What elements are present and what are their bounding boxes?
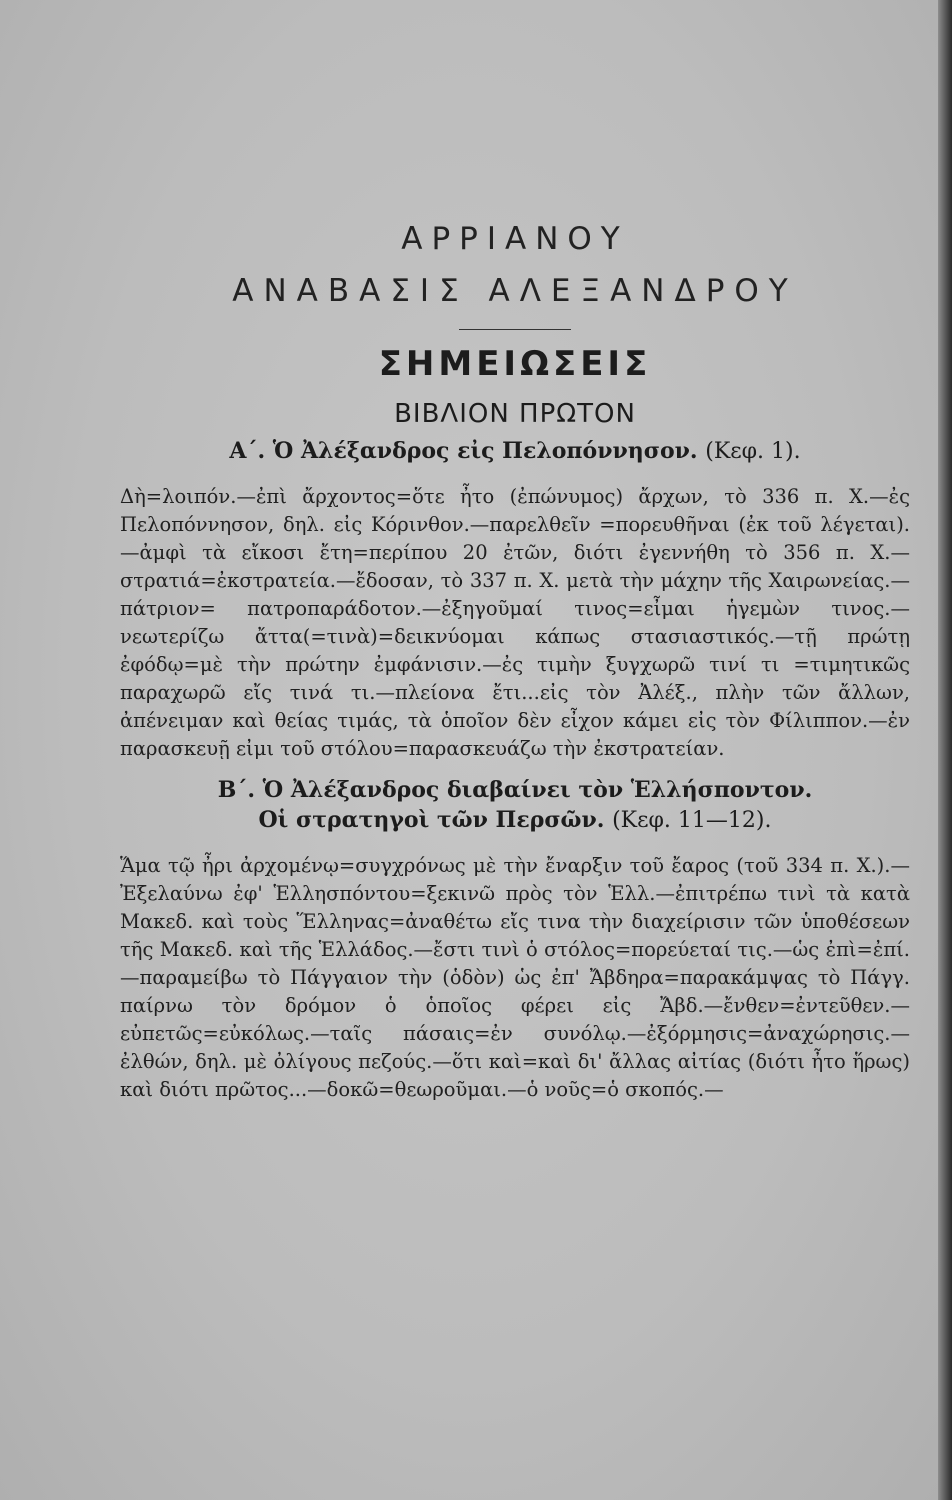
section-b-heading — [120, 775, 910, 836]
section-b-title: Β΄. Ὁ Ἀλέξανδρος διαβαίνει τὸν Ἑλλήσποντον. — [217, 777, 813, 803]
notes-heading: ΣΗΜΕΙΩΣΕΙΣ — [378, 344, 652, 384]
section-b-text: Ἅμα τῷ ἦρι ἀρχομένῳ=συγχρόνως μὲ τὴν ἔναρξιν τοῦ ἔαρος (τοῦ 334 π. Χ.).—Ἐξελαύνω ἐφ' Ἑλλησπόντου=ξεκινῶ πρὸς τὸν Ἑλλ.—ἐπιτρέπω τινὶ τὰ κατὰ Μακεδ. καὶ τοὺς Ἕλληνας=ἀναθέτω εἴς τινα τὴν διαχείρισιν τῶν ὑποθέσεων τῆς Μακεδ. καὶ τῆς Ἑλλάδος.—ἔστι τινὶ ὁ στόλος=πορεύεταί τις.—ὡς ἐπὶ=ἐπί.—παραμείβω τὸ Πάγγαιον τὴν (ὁδὸν) ὡς ἐπ' Ἄβδηρα=παρακάμψας τὸ Πάγγ. παίρνω τὸν δρόμον ὁ ὁποῖος φέρει εἰς Ἄβδ.—ἔνθεν=ἐντεῦθεν.—εὐπετῶς=εὐκόλως.—ταῖς πάσαις=ἐν συνόλῳ.—ἐξόρμησις=ἀναχώρησις.—ἐλθών, δηλ. μὲ ὀλίγους πεζούς.—ὅτι καὶ=καὶ δι' ἄλλας αἰτίας (διότι ἦτο ἥρως) καὶ διότι πρῶτος...—δοκῶ=θεωροῦμαι.—ὁ νοῦς=ὁ σκοπός.— — [120, 854, 910, 1101]
page-edge-shadow — [938, 0, 952, 1500]
section-a-ref: (Κεφ. 1). — [705, 439, 801, 464]
page-content — [120, 205, 910, 1104]
section-b-subtitle: Οἱ στρατηγοὶ τῶν Περσῶν. — [258, 807, 605, 833]
section-a-text: Δὴ=λοιπόν.—ἐπὶ ἄρχοντος=ὅτε ἦτο (ἐπώνυμος) ἄρχων, τὸ 336 π. Χ.—ἐς Πελοπόννησον, δηλ. εἰς Κόρινθον.—παρελθεῖν =πορευθῆναι (ἐκ τοῦ λέγεται).—ἀμφὶ τὰ εἴκοσι ἔτη=περίπου 20 ἐτῶν, διότι ἐγεννήθη τὸ 356 π. Χ.—στρατιά=ἐκστρατεία.—ἔδοσαν, τὸ 337 π. Χ. μετὰ τὴν μάχην τῆς Χαιρωνείας.—πάτριον= πατροπαράδοτον.—ἐξηγοῦμαί τινος=εἶμαι ἡγεμὼν τινος.—νεωτερίζω ἄττα(=τινὰ)=δεικνύομαι κάπως στασιαστικός.—τῇ πρώτῃ ἐφόδῳ=μὲ τὴν πρώτην ἐμφάνισιν.—ἐς τιμὴν ξυγχωρῶ τινί τι =τιμητικῶς παραχωρῶ εἴς τινά τι.—πλείονα ἔτι...εἰς τὸν Ἀλέξ., πλὴν τῶν ἄλλων, ἀπένειμαν καὶ θείας τιμάς, τὰ ὁποῖον δὲν εἶχον κάμει εἰς τὸν Φίλιππον.—ἐν παρασκευῇ εἰμι τοῦ στόλου=παρασκευάζω τὴν ἐκστρατείαν. — [120, 485, 910, 760]
book-heading: ΒΙΒΛΙΟΝ ΠΡΩΤΟΝ — [394, 399, 636, 429]
section-a-title: Α΄. Ὁ Ἀλέξανδρος εἰς Πελοπόννησον. — [229, 438, 698, 464]
work-title: ΑΝΑΒΑΣΙΣ ΑΛΕΞΑΝΔΡΟΥ — [232, 273, 798, 309]
section-a-heading — [120, 436, 910, 467]
author-title: ΑΡΡΙΑΝΟΥ — [401, 221, 629, 257]
section-b-ref: (Κεφ. 11—12). — [612, 808, 772, 833]
title-rule — [459, 329, 571, 330]
